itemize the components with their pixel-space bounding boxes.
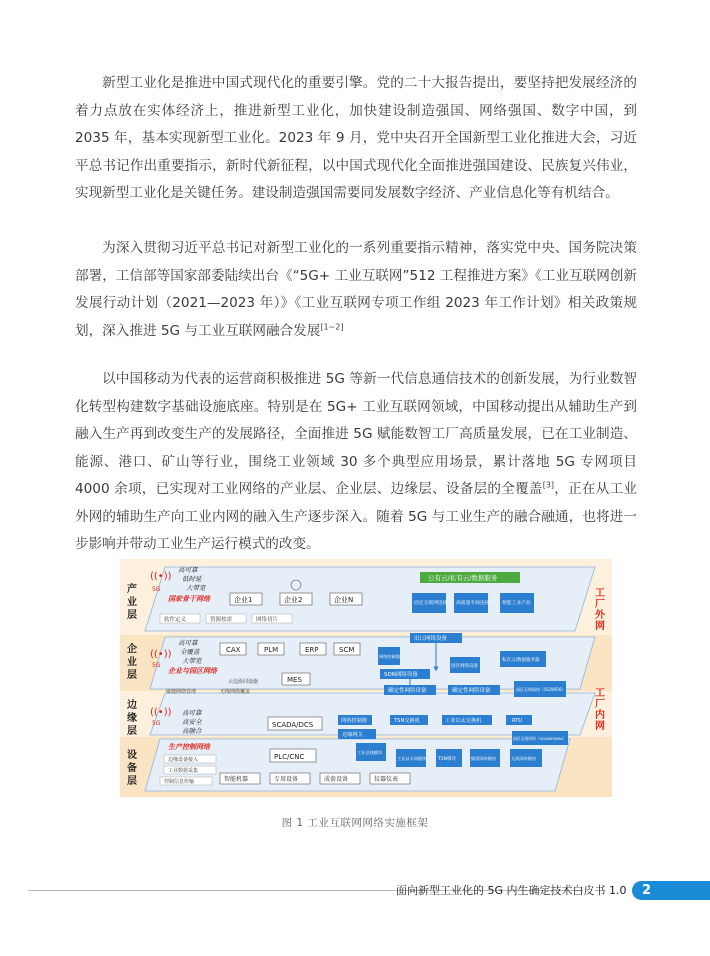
paragraph-1: 新型工业化是推进中国式现代化的重要引擎。党的二十大报告提出，要坚持把发展经济的着力点放在实体经济上，推进新型工业化，加快建设制造强国、网络强国、数字中国，到 2035 年，基本实现新型工业化。2023 年 9 月，党中央召开全国新型工业化推进大会，习近平总书记作出重要指示，新时代新征程，以中国式现代化全面推进强国建设、民族复兴伟业，实现新型工业化是关键任务。建设制造强国需要同发展数字经济、产业信息化等有机结合。: [75, 75, 637, 201]
layer-enterprise: 企业层: [124, 643, 136, 682]
svg-text:工业数据采集: 工业数据采集: [168, 768, 199, 774]
svg-text:控制信息传输: 控制信息传输: [164, 779, 195, 785]
svg-text:出口网络设备: 出口网络设备: [414, 636, 448, 642]
svg-text:专用设备: 专用设备: [274, 776, 299, 783]
svg-text:RTU: RTU: [512, 718, 523, 724]
antenna-icon: ((•)): [150, 649, 172, 660]
svg-text:ERP: ERP: [305, 646, 319, 654]
reference-3[interactable]: [3]: [542, 480, 555, 490]
svg-text:蜂窝网络模块: 蜂窝网络模块: [471, 756, 497, 761]
svg-text:固定互联网连接: 固定互联网连接: [414, 601, 448, 606]
svg-text:MES: MES: [287, 676, 302, 684]
svg-text:确定性网络设备: 确定性网络设备: [388, 688, 427, 694]
svg-text:5G: 5G: [152, 662, 161, 669]
svg-text:仪器仪表: 仪器仪表: [374, 776, 399, 783]
national-backbone-label: 国家骨干网络: [168, 595, 210, 603]
factory-outer-net-label: 工厂外网: [592, 587, 604, 631]
svg-text:TSN模块: TSN模块: [438, 757, 456, 762]
svg-text:边缘网关: 边缘网关: [342, 732, 363, 738]
network-framework-figure: [120, 559, 612, 797]
svg-text:SDN网络设备: SDN网络设备: [384, 672, 418, 678]
svg-text:网络控制器: 网络控制器: [379, 654, 400, 659]
svg-text:园区无线网络（5G/WiFi6）: 园区无线网络（5G/WiFi6）: [516, 687, 566, 692]
svg-text:高可靠: 高可靠: [178, 566, 198, 574]
svg-text:高可靠: 高可靠: [178, 639, 198, 647]
svg-text:低时延: 低时延: [182, 575, 202, 583]
footer-title: 面向新型工业化的 5G 内生确定技术白皮书 1.0: [396, 884, 627, 897]
svg-text:网络控制器: 网络控制器: [341, 718, 367, 724]
svg-text:高融合: 高融合: [182, 727, 202, 735]
svg-text:私有云/数据服务器: 私有云/数据服务器: [502, 658, 540, 663]
svg-text:企业1: 企业1: [234, 596, 253, 604]
svg-text:CAX: CAX: [226, 646, 241, 654]
svg-text:企业2: 企业2: [284, 596, 303, 604]
svg-text:智能机器: 智能机器: [224, 776, 249, 783]
svg-text:工业总线模块: 工业总线模块: [357, 750, 383, 755]
svg-text:确定性网络设备: 确定性网络设备: [452, 688, 491, 694]
svg-text:工业以太交换机: 工业以太交换机: [445, 718, 482, 724]
svg-text:资源按需: 资源按需: [210, 617, 233, 623]
svg-text:成套设备: 成套设备: [324, 776, 349, 783]
svg-text:工业以太网模块: 工业以太网模块: [397, 756, 427, 761]
page-number: 2: [632, 881, 710, 900]
svg-text:企业N: 企业N: [334, 596, 354, 604]
svg-text:敏捷网络管理: 敏捷网络管理: [166, 689, 197, 695]
svg-text:公有云/私有云/数据服务: 公有云/私有云/数据服务: [428, 574, 498, 582]
svg-text:高质量专线连接: 高质量专线连接: [456, 601, 490, 606]
layer-industry: 产业层: [124, 583, 136, 622]
svg-text:SCADA/DCS: SCADA/DCS: [272, 721, 314, 729]
production-control-net-label: 生产控制网络: [168, 743, 210, 751]
svg-text:5G: 5G: [152, 586, 161, 593]
svg-text:大带宽: 大带宽: [182, 657, 202, 665]
svg-text:PLM: PLM: [264, 646, 279, 654]
layer-edge: 边缘层: [124, 699, 136, 738]
svg-text:无线网络覆盖: 无线网络覆盖: [220, 689, 251, 695]
paragraph-3: 以中国移动为代表的运营商积极推进 5G 等新一代信息通信技术的创新发展，为行业数智化转型构建数字基础设施底座。特别是在 5G+ 工业互联网领域，中国移动提出从辅助生产到融入生产再到改变生产的发展路径，全面推进 5G 赋能数智工厂高质量发展，已在工业制造、能源、港口、矿山等行业，围绕工业领域 30 多个典型应用场景，累计落地 5G 专网项目 4000 余项，已实现对工业网络的产业层、企业层、边缘层、设备层的全覆盖[3]，正在从工业外网的辅助生产向工业内网的融入生产逐步深入。随着 5G 与工业生产的融合融通，也将进一步影响并带动工业生产运行模式的改变。: [75, 371, 637, 552]
svg-text:网络切片: 网络切片: [256, 617, 279, 623]
factory-inner-net-label: 工厂内网: [592, 687, 604, 731]
enterprise-campus-net-label: 企业与园区网络: [168, 667, 217, 675]
svg-text:全覆盖: 全覆盖: [180, 648, 200, 656]
svg-text:园区网络设备: 园区网络设备: [451, 664, 478, 669]
figure-caption: 图 1 工业互联网网络实施框架: [281, 817, 429, 829]
paragraph-2: 为深入贯彻习近平总书记对新型工业化的一系列重要指示精神，落实党中央、国务院决策部署，工信部等国家部委陆续出台《“5G+ 工业互联网”512 工程推进方案》《工业互联网创新发展行动计划（2021—2023 年）》《工业互联网专项工作组 2023 年工作计划》相关政策规划，深入推进 5G 与工业互联网融合发展[1~2]: [75, 240, 637, 339]
layer-device: 设备层: [124, 749, 136, 788]
svg-text:高可靠: 高可靠: [182, 709, 202, 717]
svg-text:大带宽: 大带宽: [186, 584, 206, 592]
reference-1-2[interactable]: [1~2]: [320, 321, 344, 331]
antenna-icon: ((•)): [150, 707, 172, 718]
svg-text:软件定义: 软件定义: [164, 617, 187, 623]
svg-text:园区无线网络（5G/WiFi/WIA）: 园区无线网络（5G/WiFi/WIA）: [513, 736, 567, 741]
svg-text:SCM: SCM: [339, 646, 355, 654]
svg-text:边缘设备接入: 边缘设备接入: [168, 757, 199, 763]
svg-text:智能工业产品: 智能工业产品: [502, 601, 531, 606]
svg-text:PLC/CNC: PLC/CNC: [274, 753, 305, 761]
antenna-icon: ((•)): [150, 571, 172, 582]
svg-text:高安全: 高安全: [182, 718, 202, 726]
svg-text:TSN交换机: TSN交换机: [394, 718, 420, 724]
svg-text:无线网络模块: 无线网络模块: [511, 756, 537, 761]
svg-text:云边协同设施: 云边协同设施: [228, 679, 259, 685]
svg-text:5G: 5G: [152, 720, 161, 727]
